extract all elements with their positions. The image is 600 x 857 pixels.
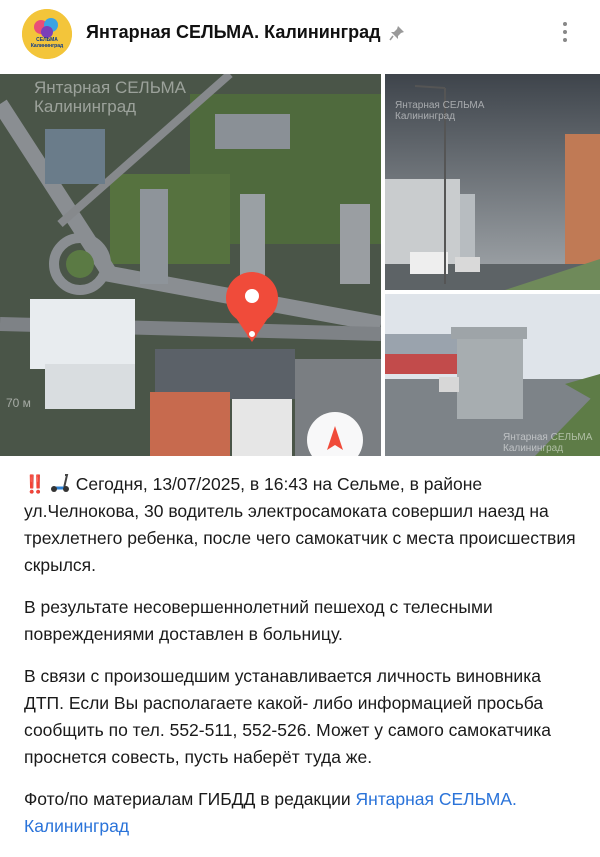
avatar-text: СЕЛЬМА Калининград (30, 37, 64, 49)
post-body (24, 471, 584, 855)
more-options-icon[interactable] (556, 18, 574, 48)
paragraph-1-text: Сегодня, 13/07/2025, в 16:43 на Сельме, в районе ул.Челнокова, 30 водитель электросамоката совершил наезд на трехлетнего ребенка, после чего самокатчик с места происшествия скрылся. (24, 474, 576, 575)
avatar-logo-icon (22, 9, 72, 59)
alert-icon: ‼️ (24, 474, 44, 494)
pin-icon (389, 25, 405, 41)
paragraph-3: В связи с произошедшим устанавливается личность виновника ДТП. Если Вы располагаете какой- либо информацией просьба сообщить по тел. 552-511, 552-526. Может у самого самокатчика проснется совесть, пусть наберёт туда же. (24, 666, 551, 767)
satellite-map-image (0, 74, 381, 456)
bus-stop-photo[interactable] (385, 294, 600, 456)
map-scale-label: 70 м (6, 396, 31, 410)
kick-scooter-icon (50, 473, 72, 493)
paragraph-1 (24, 471, 584, 579)
street-photo[interactable] (385, 74, 600, 290)
street-watermark: Янтарная СЕЛЬМА Калининград (395, 100, 485, 122)
map-watermark: Янтарная СЕЛЬМА Калининград (34, 78, 186, 116)
channel-title[interactable]: Янтарная СЕЛЬМА. Калининград (86, 22, 381, 42)
source-prefix: Фото/по материалам ГИБДД в редакции (24, 789, 356, 809)
map-photo[interactable] (0, 74, 381, 456)
paragraph-2: В результате несовершеннолетний пешеход с телесными повреждениями доставлен в больницу. (24, 597, 493, 644)
paragraph-4 (24, 786, 584, 840)
stop-watermark: Янтарная СЕЛЬМА Калининград (503, 432, 593, 454)
post-header (0, 0, 600, 72)
channel-avatar[interactable] (22, 9, 72, 59)
channel-link[interactable]: Янтарная СЕЛЬМА. Калининград (24, 789, 517, 836)
